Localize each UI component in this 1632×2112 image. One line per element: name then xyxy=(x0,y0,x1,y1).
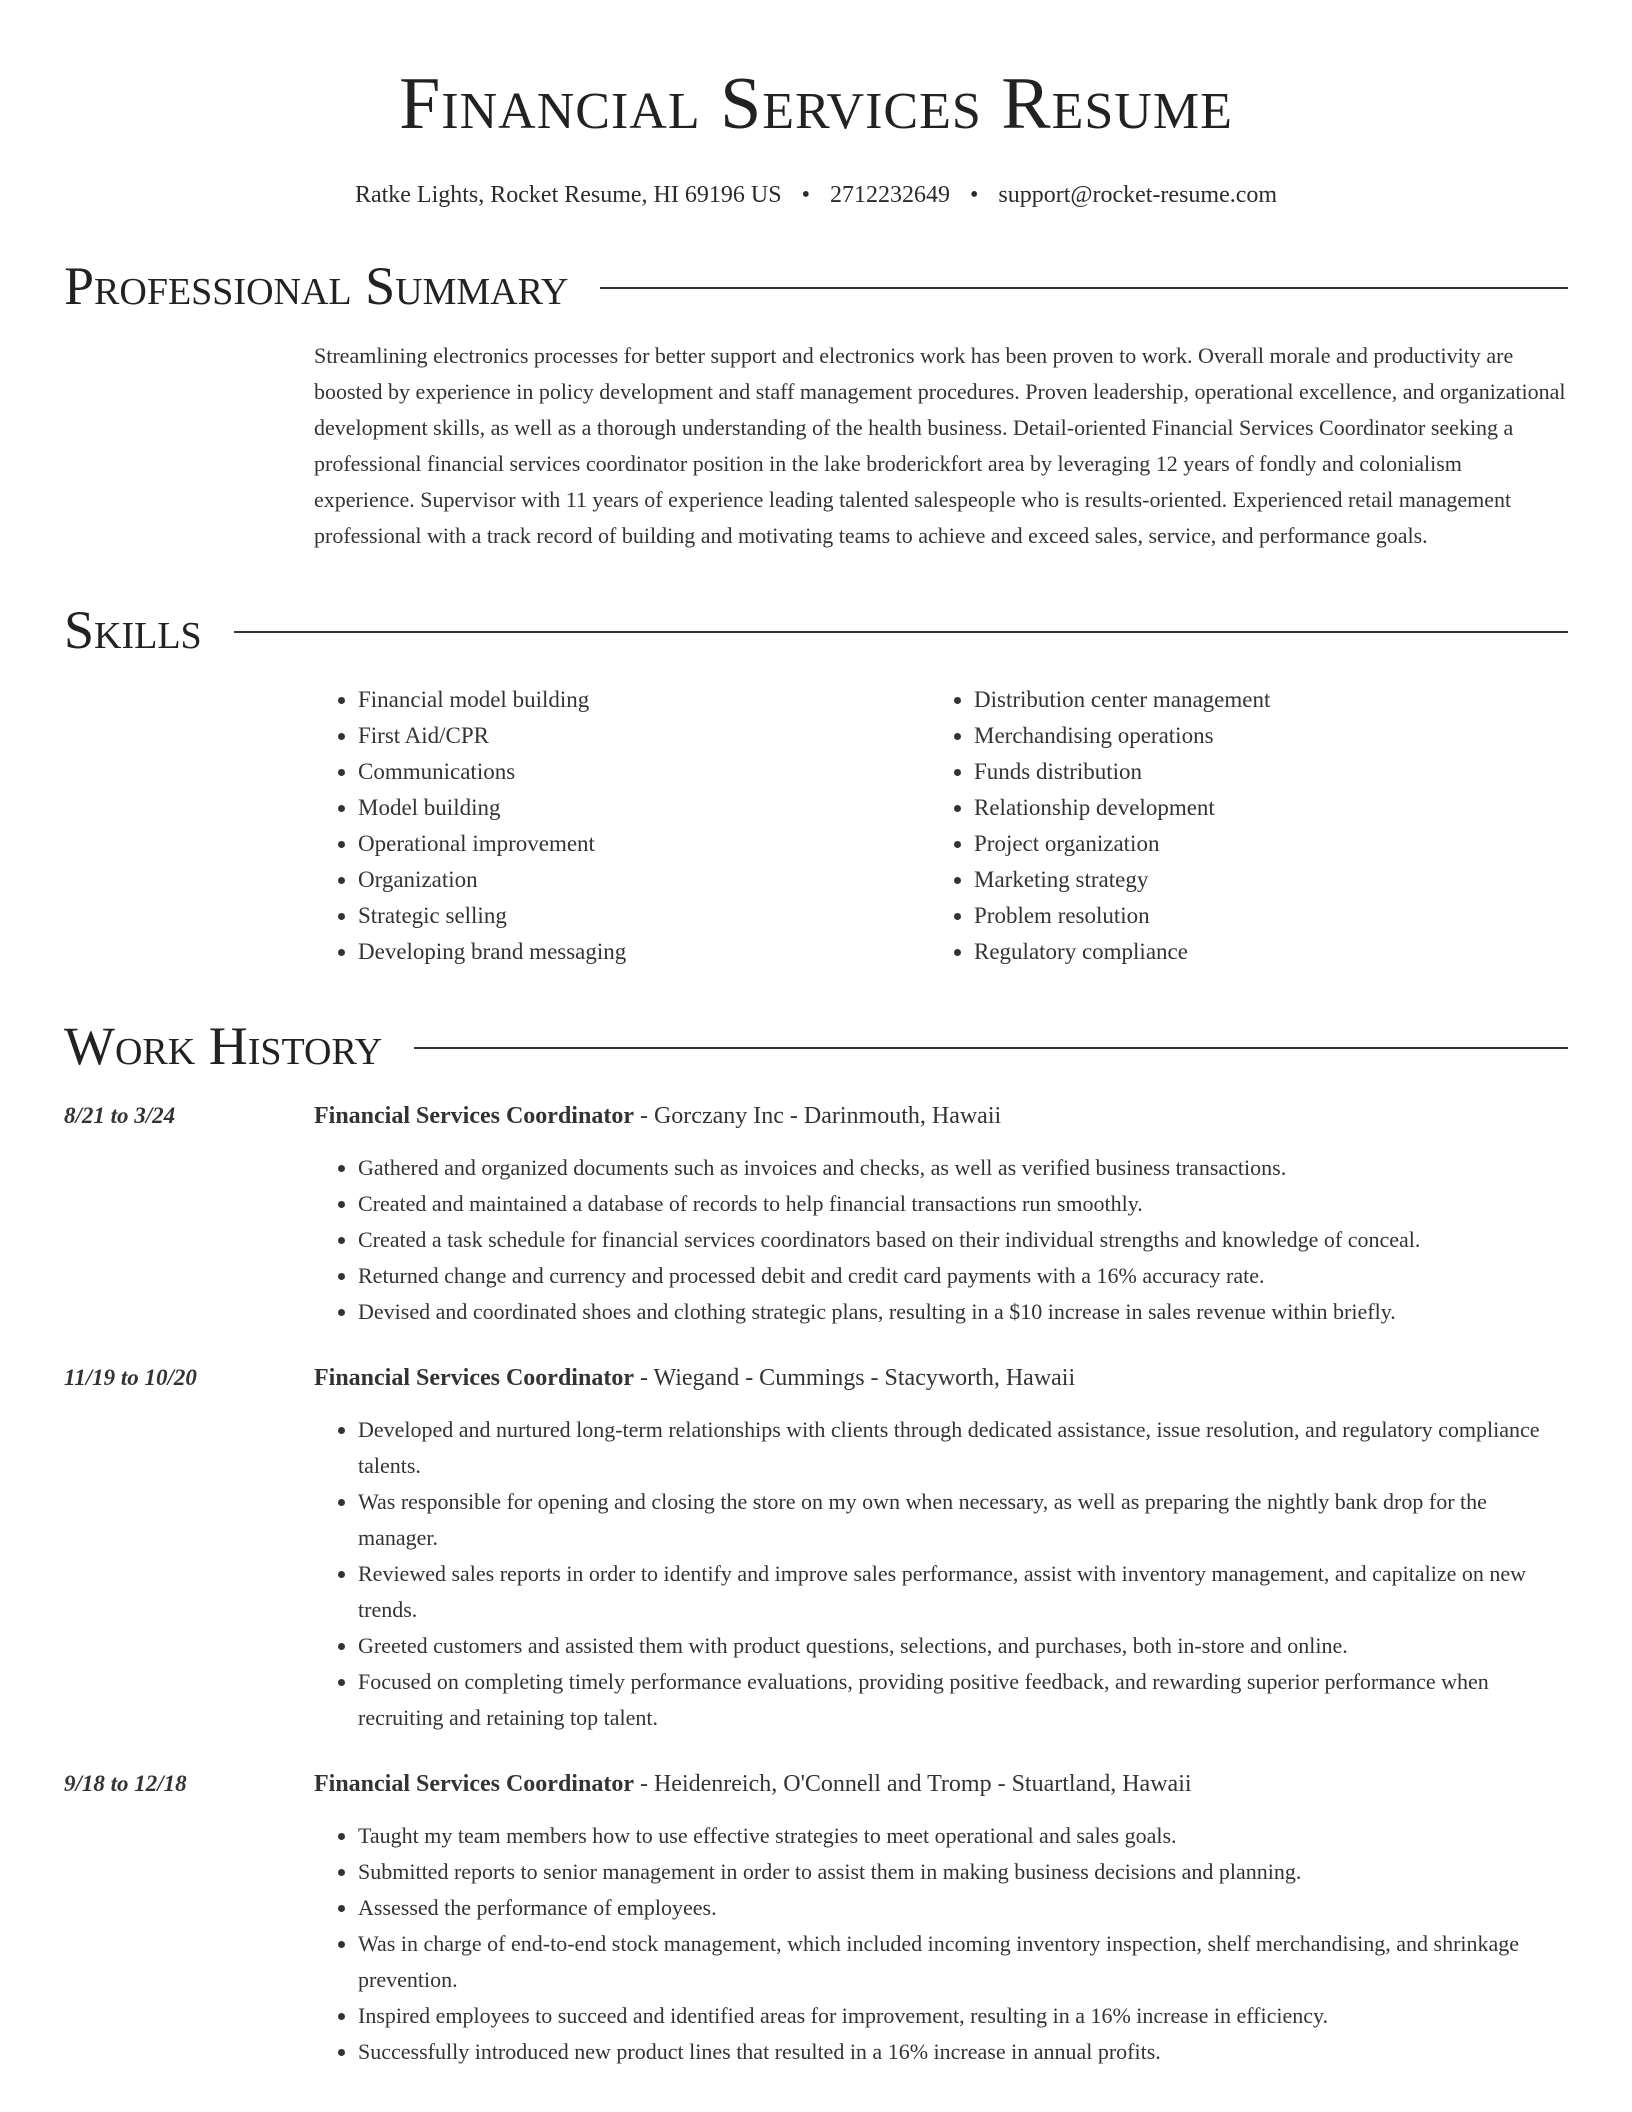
section-divider xyxy=(414,1047,1568,1049)
contact-line xyxy=(64,180,1568,210)
job-entry xyxy=(64,1360,1568,1736)
job-bullets xyxy=(314,1818,1568,2070)
job-dates: 11/19 to 10/20 xyxy=(64,1365,197,1390)
skills-column-left xyxy=(314,682,930,970)
summary-heading: Professional Summary xyxy=(64,256,569,316)
job-bullet: • Was responsible for opening and closing the store on my own when necessary, as well as preparing the nightly bank drop for the manager. xyxy=(358,1484,1568,1556)
skill-item: • Organization xyxy=(358,862,930,898)
job-bullet: • Inspired employees to succeed and identified areas for improvement, resulting in a 16% increase in efficiency. xyxy=(358,1998,1568,2034)
skill-item: • Distribution center management xyxy=(974,682,1546,718)
skills-list xyxy=(314,682,1568,970)
job-bullet: • Successfully introduced new product lines that resulted in a 16% increase in annual profits. xyxy=(358,2034,1568,2070)
job-employer: - Gorczany Inc - Darinmouth, Hawaii xyxy=(633,1103,1002,1129)
job-bullet: • Assessed the performance of employees. xyxy=(358,1890,1568,1926)
skill-item: • Developing brand messaging xyxy=(358,934,930,970)
summary-text: Streamlining electronics processes for better support and electronics work has been proven to work. Overall morale and productivity are boosted by experience in policy development and staff management procedures. Proven leadership, operational excellence, and organizational development skills, as well as a thorough understanding of the health business. Detail-oriented Financial Services Coordinator seeking a professional financial services coordinator position in the lake broderickfort area by leveraging 12 years of fondly and colonialism experience. Supervisor with 11 years of experience leading talented salespeople who is results-oriented. Experienced retail management professional with a track record of building and motivating teams to achieve and exceed sales, service, and performance goals. xyxy=(314,343,1566,548)
skill-item: • Strategic selling xyxy=(358,898,930,934)
job-bullet: • Devised and coordinated shoes and clothing strategic plans, resulting in a $10 increase in sales revenue within briefly. xyxy=(358,1294,1568,1330)
job-bullets xyxy=(314,1150,1568,1330)
job-bullets xyxy=(314,1412,1568,1736)
skill-item: • Funds distribution xyxy=(974,754,1546,790)
job-bullet: • Returned change and currency and processed debit and credit card payments with a 16% accuracy rate. xyxy=(358,1258,1568,1294)
job-body xyxy=(314,1766,1568,2070)
job-dates: 9/18 to 12/18 xyxy=(64,1771,187,1796)
job-employer: - Heidenreich, O'Connell and Tromp - Stuartland, Hawaii xyxy=(633,1771,1192,1797)
skill-item: • First Aid/CPR xyxy=(358,718,930,754)
job-title: Financial Services Coordinator xyxy=(314,1365,634,1391)
job-bullet: • Created a task schedule for financial services coordinators based on their individual strengths and knowledge of conceal. xyxy=(358,1222,1568,1258)
job-bullet: • Submitted reports to senior management in order to assist them in making business decisions and planning. xyxy=(358,1854,1568,1890)
work-heading: Work History xyxy=(64,1016,383,1076)
job-title: Financial Services Coordinator xyxy=(314,1771,634,1797)
job-bullet: • Focused on completing timely performance evaluations, providing positive feedback, and rewarding superior performance when recruiting and retaining top talent. xyxy=(358,1664,1568,1736)
resume-title: Financial Services Resume xyxy=(399,63,1233,145)
skill-item: • Communications xyxy=(358,754,930,790)
section-divider xyxy=(600,287,1568,289)
job-heading xyxy=(314,1098,1568,1134)
skill-item: • Merchandising operations xyxy=(974,718,1546,754)
skills-column-right xyxy=(930,682,1546,970)
section-divider xyxy=(234,631,1568,633)
contact-separator: • xyxy=(969,182,979,208)
job-dates: 8/21 to 3/24 xyxy=(64,1103,176,1128)
summary-section-header xyxy=(64,256,1568,316)
job-heading xyxy=(314,1360,1568,1396)
contact-separator: • xyxy=(801,182,810,208)
skill-item: • Marketing strategy xyxy=(974,862,1546,898)
job-bullet: • Gathered and organized documents such as invoices and checks, as well as verified business transactions. xyxy=(358,1150,1568,1186)
skill-item: • Relationship development xyxy=(974,790,1546,826)
job-entry xyxy=(64,1766,1568,2070)
contact-address: Ratke Lights, Rocket Resume, HI 69196 US xyxy=(354,182,782,208)
skills-heading: Skills xyxy=(64,600,202,660)
job-bullet: • Taught my team members how to use effective strategies to meet operational and sales goals. xyxy=(358,1818,1568,1854)
job-bullet: • Was in charge of end-to-end stock management, which included incoming inventory inspection, shelf merchandising, and shrinkage prevention. xyxy=(358,1926,1568,1998)
job-title: Financial Services Coordinator xyxy=(314,1103,634,1129)
contact-email: support@rocket-resume.com xyxy=(998,182,1278,208)
job-body xyxy=(314,1360,1568,1736)
job-bullet: • Reviewed sales reports in order to identify and improve sales performance, assist with inventory management, and capitalize on new trends. xyxy=(358,1556,1568,1628)
skill-item: • Operational improvement xyxy=(358,826,930,862)
job-bullet: • Greeted customers and assisted them with product questions, selections, and purchases, both in-store and online. xyxy=(358,1628,1568,1664)
skill-item: • Project organization xyxy=(974,826,1546,862)
work-section-header xyxy=(64,1016,1568,1076)
contact-phone: 2712232649 xyxy=(829,182,950,208)
skill-item: • Model building xyxy=(358,790,930,826)
skills-section-header xyxy=(64,600,1568,660)
job-employer: - Wiegand - Cummings - Stacyworth, Hawaii xyxy=(633,1365,1076,1391)
skill-item: • Problem resolution xyxy=(974,898,1546,934)
job-bullet: • Created and maintained a database of records to help financial transactions run smoothly. xyxy=(358,1186,1568,1222)
skill-item: • Financial model building xyxy=(358,682,930,718)
job-heading xyxy=(314,1766,1568,1802)
job-bullet: • Developed and nurtured long-term relationships with clients through dedicated assistance, issue resolution, and regulatory compliance talents. xyxy=(358,1412,1568,1484)
skill-item: • Regulatory compliance xyxy=(974,934,1546,970)
job-entry xyxy=(64,1098,1568,1330)
job-body xyxy=(314,1098,1568,1330)
